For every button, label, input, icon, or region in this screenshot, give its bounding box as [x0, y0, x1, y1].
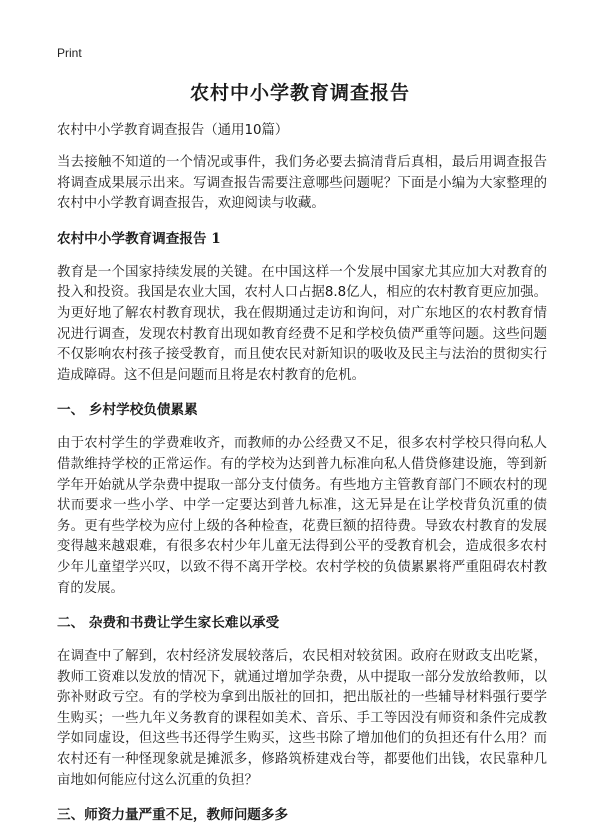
print-link[interactable]: Print: [57, 46, 82, 60]
section-heading-2: 二、 杂费和书费让学生家长难以承受: [57, 615, 280, 632]
document-body: [57, 120, 547, 839]
intro-paragraph: 当去接触不知道的一个情况或事件，我们务必要去搞清背后真相，最后用调查报告将调查成果展示出来。写调查报告需要注意哪些问题呢？下面是小编为大家整理的农村中小学教育调查报告，欢迎阅读与收藏。: [57, 155, 547, 212]
page-title: 农村中小学教育调查报告: [189, 82, 410, 104]
report-intro-paragraph: 教育是一个国家持续发展的关键。在中国这样一个发展中国家尤其应加大对教育的投入和投资。我国是农业大国，农村人口占据8.8亿人，相应的农村教育更应加强。为更好地了解农村教育现状，我在假期通过走访和询问，对广东地区的农村教育情况进行调查，发现农村教育出现如教育经费不足和学校负债严重等问题。这些问题不仅影响农村孩子接受教育，而且使农民对新知识的吸收及民主与法治的贯彻实行造成障碍。这不但是问题而且将是农村教育的危机。: [57, 264, 547, 383]
document-subtitle: 农村中小学教育调查报告（通用10篇）: [57, 123, 289, 138]
report-heading: 农村中小学教育调查报告 1: [57, 230, 221, 247]
section-body-2: 在调查中了解到，农村经济发展较落后，农民相对较贫困。政府在财政支出吃紧，教师工资难以发放的情况下，就通过增加学杂费，从中提取一部分发放给教师，以弥补财政亏空。有的学校为拿到出版社的回扣，把出版社的一些辅导材料强行要学生购买；一些九年义务教育的课程如美术、音乐、手工等因没有师资和条件完成教学如同虚设，但这些书还得学生购买，这些书除了增加他们的负担还有什么用？而农村还有一种怪现象就是摊派多，修路筑桥建戏台等，都要他们出钱，农民靠种几亩地如何能应付这么沉重的负担？: [57, 649, 547, 788]
section-body-1: 由于农村学生的学费难收齐，而教师的办公经费又不足，很多农村学校只得向私人借款维持学校的正常运作。有的学校为达到普九标准向私人借贷修建设施，等到新学年开始就从学杂费中提取一部分支付债务。有些地方主管教育部门不顾农村的现状而要求一些小学、中学一定要达到普九标准，这无异是在让学校背负沉重的债务。更有些学校为应付上级的各种检查，花费巨额的招待费。导致农村教育的发展变得越来越艰难，有很多农村少年儿童无法得到公平的受教育机会，造成很多农村少年儿童望学兴叹，以致不得不离开学校。农村学校的负债累累将严重阻碍农村教育的发展。: [57, 436, 547, 596]
section-heading-1: 一、 乡村学校负债累累: [57, 402, 198, 419]
section-heading-3: 三、师资力量严重不足，教师问题多多: [57, 807, 289, 824]
